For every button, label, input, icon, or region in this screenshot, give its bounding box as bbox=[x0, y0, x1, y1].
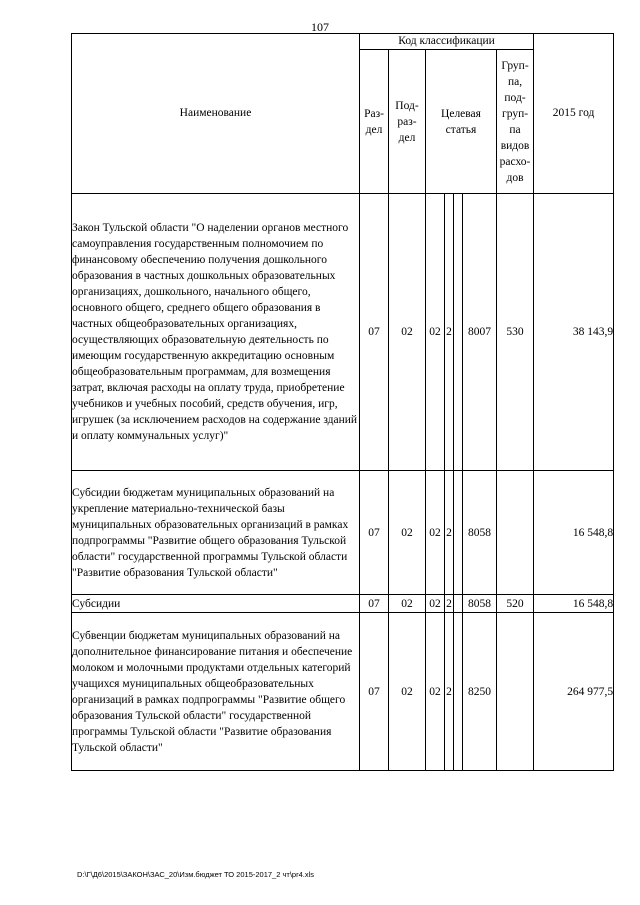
row-podrazdel: 02 bbox=[389, 194, 426, 471]
row-group bbox=[497, 471, 534, 595]
row-amount: 16 548,8 bbox=[534, 471, 614, 595]
row-amount: 38 143,9 bbox=[534, 194, 614, 471]
row-amount: 16 548,8 bbox=[534, 595, 614, 613]
row-article-part3 bbox=[454, 471, 463, 595]
table-row bbox=[72, 595, 614, 613]
row-razdel: 07 bbox=[360, 194, 389, 471]
row-name: Субсидии бюджетам муниципальных образований на укрепление материально-технической базы муниципальных образовательных организаций в рамках подпрограммы "Развитие общего образования Тульской области" государственной программы Тульской области "Развитие образования Тульской области" bbox=[72, 471, 360, 595]
row-article-part1: 02 bbox=[426, 613, 445, 771]
row-article-part4: 8058 bbox=[463, 595, 497, 613]
header-article: Целевая статья bbox=[426, 50, 497, 194]
budget-table bbox=[71, 33, 614, 771]
header-name: Наименование bbox=[72, 34, 360, 194]
row-article-part3 bbox=[454, 194, 463, 471]
row-article-part1: 02 bbox=[426, 194, 445, 471]
row-group: 520 bbox=[497, 595, 534, 613]
row-article-part4: 8058 bbox=[463, 471, 497, 595]
row-name: Субсидии bbox=[72, 595, 360, 613]
header-razdel: Раз- дел bbox=[360, 50, 389, 194]
row-article-part2: 2 bbox=[445, 613, 454, 771]
table-row bbox=[72, 613, 614, 771]
header-podrazdel: Под- раз- дел bbox=[389, 50, 426, 194]
row-podrazdel: 02 bbox=[389, 471, 426, 595]
header-code: Код классификации bbox=[360, 34, 534, 50]
row-article-part1: 02 bbox=[426, 471, 445, 595]
page-number: 107 bbox=[311, 20, 329, 34]
table-row bbox=[72, 471, 614, 595]
row-razdel: 07 bbox=[360, 613, 389, 771]
header-group: Груп- па, под- груп- па видов расхо- дов bbox=[497, 50, 534, 194]
row-podrazdel: 02 bbox=[389, 595, 426, 613]
header-row bbox=[72, 34, 614, 50]
row-article-part4: 8007 bbox=[463, 194, 497, 471]
table-row bbox=[72, 194, 614, 471]
row-razdel: 07 bbox=[360, 471, 389, 595]
row-group: 530 bbox=[497, 194, 534, 471]
row-article-part2: 2 bbox=[445, 595, 454, 613]
row-razdel: 07 bbox=[360, 595, 389, 613]
row-article-part3 bbox=[454, 613, 463, 771]
row-group bbox=[497, 613, 534, 771]
row-name: Закон Тульской области "О наделении органов местного самоуправления государственным полномочием по финансовому обеспечению получения дошкольного образования в частных дошкольных образовательных организациях, дошкольного, начального общего, основного общего, среднего общего образования в частных общеобразовательных организациях, осуществляющих образовательную деятельность по имеющим государственную аккредитацию основным общеобразовательным программам, для возмещения затрат, включая расходы на оплату труда, приобретение учебников и учебных пособий, средств обучения, игр, игрушек (за исключением расходов на содержание зданий и оплату коммунальных услуг)" bbox=[72, 194, 360, 471]
file-path-footer: D:\Г\Д6\2015\ЗАКОН\ЗАС_20\Изм.бюджет ТО 2015-2017_2 чт\pr4.xls bbox=[77, 870, 314, 879]
row-article-part3 bbox=[454, 595, 463, 613]
row-article-part1: 02 bbox=[426, 595, 445, 613]
header-year: 2015 год bbox=[534, 34, 614, 194]
row-name: Субвенции бюджетам муниципальных образований на дополнительное финансирование питания и обеспечение молоком и молочными продуктами отдельных категорий учащихся муниципальных общеобразовательных организаций в рамках подпрограммы "Развитие общего образования Тульской области" государственной программы Тульской области "Развитие образования Тульской области" bbox=[72, 613, 360, 771]
row-article-part2: 2 bbox=[445, 194, 454, 471]
row-article-part2: 2 bbox=[445, 471, 454, 595]
row-amount: 264 977,5 bbox=[534, 613, 614, 771]
row-article-part4: 8250 bbox=[463, 613, 497, 771]
row-podrazdel: 02 bbox=[389, 613, 426, 771]
